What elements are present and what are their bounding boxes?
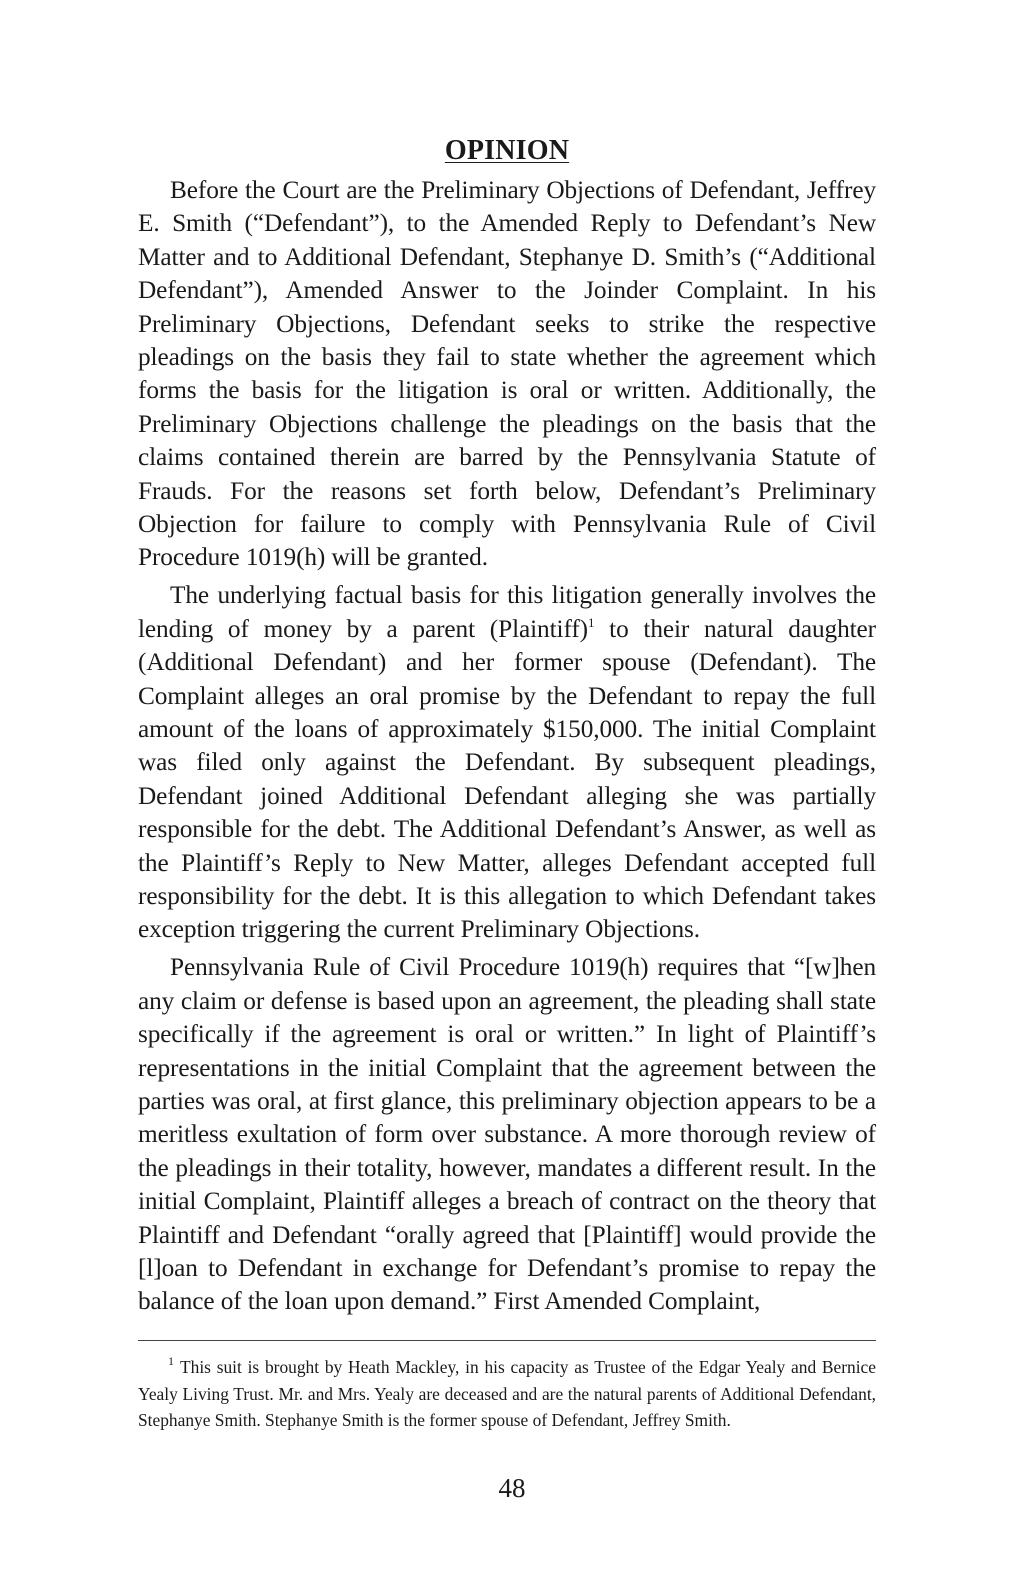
paragraph-factual-basis-lead: The underlying factual basis for this litigation generally involves the lending of money by a parent (Plaintiff) <box>138 581 876 643</box>
footnote-text: This suit is brought by Heath Mackley, in his capacity as Trustee of the Edgar Yealy and Bernice Yealy Living Trust. Mr. and Mrs. Yealy are deceased and are the natural parents of Additional Defendant, Stephanye Smith. Stephanye Smith is the former spouse of Defendant, Jeffrey Smith. <box>138 1357 876 1430</box>
footnote-divider <box>138 1340 876 1341</box>
page-number: 48 <box>498 1473 526 1503</box>
footnote-marker: 1 <box>168 1354 174 1368</box>
paragraph-rule-1019h: Pennsylvania Rule of Civil Procedure 1019(h) requires that “[w]hen any claim or defense is based upon an agreement, the pleading shall state specifically if the agreement is oral or written.” In light of Plaintiff’s representations in the initial Complaint that the agreement between the parties was oral, at first glance, this preliminary objection appears to be a meritless exultation of form over substance. A more thorough review of the pleadings in their totality, however, mandates a different result. In the initial Complaint, Plaintiff alleges a breach of contract on the theory that Plaintiff and Defendant “orally agreed that [Plaintiff] would provide the [l]oan to Defendant in exchange for Defendant’s promise to repay the balance of the loan upon demand.” First Amended Complaint, <box>138 953 876 1316</box>
footnote-reference: 1 <box>587 614 595 630</box>
opinion-body <box>138 132 876 1323</box>
footnote <box>138 1354 876 1434</box>
paragraph-factual-basis-rest: to their natural daughter (Additional Defendant) and her former spouse (Defendant). The Complaint alleges an oral promise by the Defendant to repay the full amount of the loans of approximately $150,000. The initial Complaint was filed only against the Defendant. By subsequent pleadings, Defendant joined Additional Defendant alleging she was partially responsible for the debt. The Additional Defendant’s Answer, as well as the Plaintiff’s Reply to New Matter, alleges Defendant accepted full responsibility for the debt. It is this allegation to which Defendant takes exception triggering the current Preliminary Objections. <box>138 614 876 944</box>
paragraph-introduction: Before the Court are the Preliminary Objections of Defendant, Jeffrey E. Smith (“Defendant”), to the Amended Reply to Defendant’s New Matter and to Additional Defendant, Stephanye D. Smith’s (“Additional Defendant”), Amended Answer to the Joinder Complaint. In his Preliminary Objections, Defendant seeks to strike the respective pleadings on the basis they fail to state whether the agreement which forms the basis for the litigation is oral or written. Additionally, the Preliminary Objections challenge the pleadings on the basis that the claims contained therein are barred by the Pennsylvania Statute of Frauds. For the reasons set forth below, Defendant’s Preliminary Objection for failure to comply with Pennsylvania Rule of Civil Procedure 1019(h) will be granted. <box>138 176 876 572</box>
page-title: OPINION <box>444 135 570 166</box>
paragraph-factual-basis <box>138 579 876 946</box>
